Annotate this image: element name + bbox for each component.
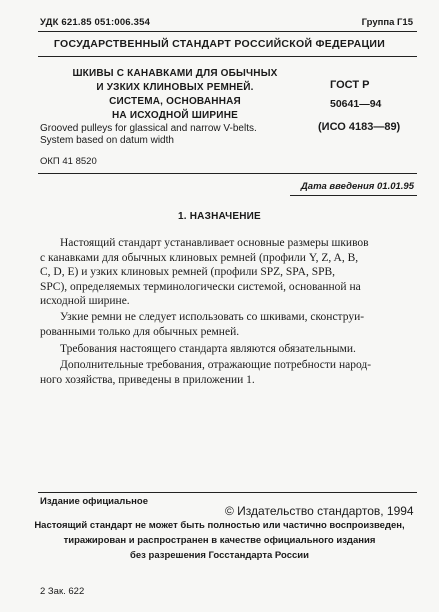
paragraph-4 bbox=[40, 358, 416, 387]
notice-line: Настоящий стандарт не может быть полностью или частично воспроизведен, bbox=[34, 520, 405, 531]
text-line: с канавками для обычных клиновых ремней (профили Y, Z, A, B, bbox=[40, 251, 359, 264]
text-line: ного хозяйства, приведены в приложении 1. bbox=[40, 373, 255, 386]
title-en-line: Grooved pulleys for glassical and narrow V-belts. bbox=[40, 123, 257, 134]
standard-header: ГОСУДАРСТВЕННЫЙ СТАНДАРТ РОССИЙСКОЙ ФЕДЕРАЦИИ bbox=[53, 38, 386, 50]
text-line: SPC), определяемых терминологически системой, основанной на bbox=[40, 280, 361, 293]
paragraph-1 bbox=[40, 236, 416, 309]
mid-divider bbox=[38, 173, 417, 174]
copyright: © Издательство стандартов, 1994 bbox=[225, 504, 414, 518]
title-english bbox=[40, 123, 300, 147]
paragraph-3 bbox=[40, 342, 416, 357]
gost-number: 50641—94 bbox=[330, 98, 382, 110]
title-russian bbox=[60, 67, 290, 123]
text-line: рованными только для обычных ремней. bbox=[40, 325, 240, 338]
notice-line: тиражирован и распространен в качестве официального издания bbox=[63, 535, 376, 546]
section-heading: 1. НАЗНАЧЕНИЕ bbox=[178, 211, 261, 222]
title-line: СИСТЕМА, ОСНОВАННАЯ bbox=[109, 96, 241, 107]
effective-date: Дата введения 01.01.95 bbox=[300, 181, 414, 192]
text-line: Дополнительные требования, отражающие потребности народ- bbox=[60, 359, 372, 371]
order-number: 2 Зак. 622 bbox=[40, 586, 85, 597]
edition-label: Издание официальное bbox=[40, 496, 148, 507]
title-line: ШКИВЫ С КАНАВКАМИ ДЛЯ ОБЫЧНЫХ bbox=[72, 68, 278, 79]
group-code: Группа Г15 bbox=[361, 17, 413, 28]
paragraph-2 bbox=[40, 310, 416, 339]
date-divider bbox=[290, 195, 417, 196]
text-line: исходной ширине. bbox=[40, 295, 130, 307]
text-line: C, D, E) и узких клиновых ремней (профили SPZ, SPA, SPB, bbox=[40, 266, 336, 278]
title-en-line: System based on datum width bbox=[40, 135, 174, 146]
iso-reference: (ИСО 4183—89) bbox=[318, 121, 401, 133]
text-line: Требования настоящего стандарта являются обязательными. bbox=[60, 343, 356, 355]
header-divider bbox=[38, 56, 417, 57]
title-line: И УЗКИХ КЛИНОВЫХ РЕМНЕЙ. bbox=[96, 82, 254, 93]
notice-line: без разрешения Госстандарта России bbox=[130, 550, 309, 561]
text-line: Узкие ремни не следует использовать со шкивами, сконструи- bbox=[60, 311, 365, 323]
bottom-divider bbox=[38, 492, 417, 493]
okp-code: ОКП 41 8520 bbox=[40, 156, 97, 167]
gost-label: ГОСТ Р bbox=[330, 79, 370, 91]
title-line: НА ИСХОДНОЙ ШИРИНЕ bbox=[112, 110, 238, 121]
udk-code: УДК 621.85 051:006.354 bbox=[40, 17, 151, 28]
text-line: Настоящий стандарт устанавливает основные размеры шкивов bbox=[60, 237, 369, 249]
top-divider bbox=[38, 31, 417, 32]
